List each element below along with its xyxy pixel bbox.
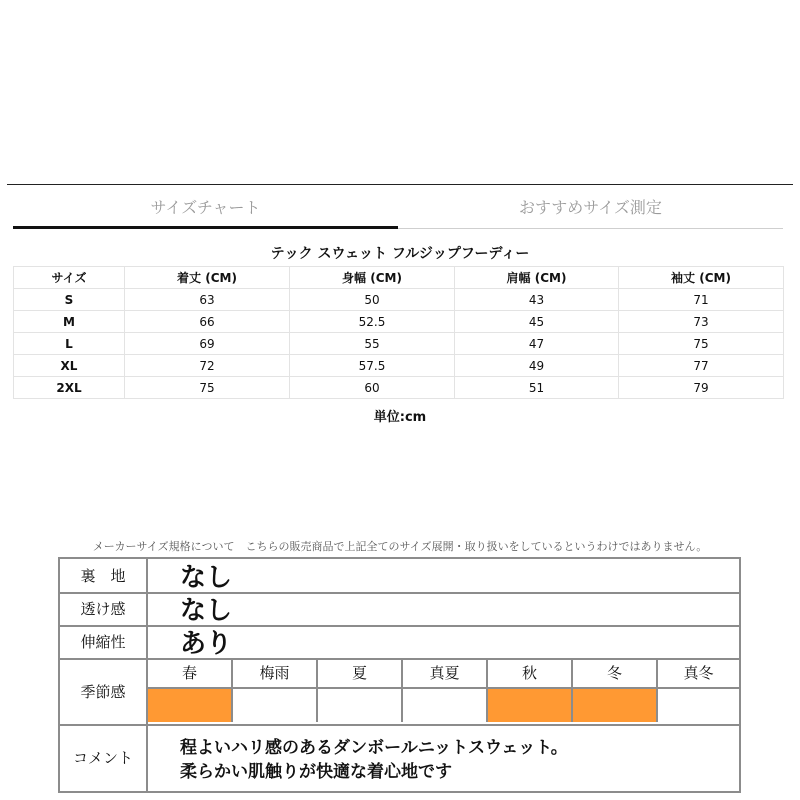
size-width: 52.5 <box>290 311 455 333</box>
season-indicator-midwinter <box>658 689 739 722</box>
size-name: S <box>14 289 125 311</box>
header-size: サイズ <box>14 267 125 289</box>
product-title: テック スウェット フルジップフーディー <box>270 246 530 262</box>
header-shoulder: 肩幅 (CM) <box>455 267 619 289</box>
header-sleeve: 袖丈 (CM) <box>619 267 784 289</box>
header-width: 身幅 (CM) <box>290 267 455 289</box>
season-summer: 夏 <box>318 658 403 689</box>
size-sleeve: 75 <box>619 333 784 355</box>
season-label: 季節感 <box>60 658 148 724</box>
table-row <box>14 377 784 399</box>
size-shoulder: 43 <box>455 289 619 311</box>
season-indicator-midsummer <box>403 689 488 722</box>
sheer-value: なし <box>180 596 233 626</box>
season-autumn: 秋 <box>488 658 573 689</box>
lining-value: なし <box>180 563 233 593</box>
comment-line-1: 程よいハリ感のあるダンボールニットスウェット。 <box>180 738 568 758</box>
size-name: M <box>14 311 125 333</box>
size-width: 60 <box>290 377 455 399</box>
spec-row-comment <box>60 724 739 791</box>
season-indicator-summer <box>318 689 403 722</box>
size-length: 63 <box>125 289 290 311</box>
season-midsummer: 真夏 <box>403 658 488 689</box>
spec-row-lining <box>60 559 739 594</box>
season-indicator-winter <box>573 689 658 722</box>
size-length: 72 <box>125 355 290 377</box>
table-row <box>14 311 784 333</box>
size-length: 66 <box>125 311 290 333</box>
season-grid <box>148 658 739 724</box>
size-sleeve: 71 <box>619 289 784 311</box>
size-table <box>13 266 784 399</box>
size-sleeve: 73 <box>619 311 784 333</box>
season-spring: 春 <box>148 658 233 689</box>
size-length: 69 <box>125 333 290 355</box>
comment-line-2: 柔らかい肌触りが快適な着心地です <box>180 762 452 782</box>
size-width: 57.5 <box>290 355 455 377</box>
spec-row-season <box>60 658 739 726</box>
size-shoulder: 51 <box>455 377 619 399</box>
season-rainy: 梅雨 <box>233 658 318 689</box>
spec-row-stretch <box>60 625 739 660</box>
season-winter: 冬 <box>573 658 658 689</box>
spec-table <box>58 557 741 793</box>
season-midwinter: 真冬 <box>658 658 739 689</box>
size-shoulder: 49 <box>455 355 619 377</box>
size-length: 75 <box>125 377 290 399</box>
table-row <box>14 355 784 377</box>
size-name: XL <box>14 355 125 377</box>
maker-size-note: メーカーサイズ規格について こちらの販売商品で上記全てのサイズ展開・取り扱いをしているというわけではありません。 <box>92 540 708 553</box>
table-row <box>14 289 784 311</box>
stretch-value: あり <box>180 629 233 659</box>
comment-text <box>180 736 568 784</box>
size-width: 50 <box>290 289 455 311</box>
spec-row-sheer <box>60 592 739 627</box>
size-sleeve: 79 <box>619 377 784 399</box>
size-width: 55 <box>290 333 455 355</box>
tab-size-chart[interactable]: サイズチャート <box>13 196 398 229</box>
header-length: 着丈 (CM) <box>125 267 290 289</box>
stretch-label: 伸縮性 <box>60 625 148 658</box>
size-table-header <box>14 267 784 289</box>
size-shoulder: 47 <box>455 333 619 355</box>
season-indicator-rainy <box>233 689 318 722</box>
table-row <box>14 333 784 355</box>
top-divider <box>7 184 793 185</box>
size-name: 2XL <box>14 377 125 399</box>
size-shoulder: 45 <box>455 311 619 333</box>
size-sleeve: 77 <box>619 355 784 377</box>
season-indicator-spring <box>148 689 233 722</box>
lining-label: 裏 地 <box>60 559 148 592</box>
season-indicator-autumn <box>488 689 573 722</box>
tab-size-measure[interactable]: おすすめサイズ測定 <box>398 196 783 229</box>
comment-label: コメント <box>60 724 148 791</box>
sheer-label: 透け感 <box>60 592 148 625</box>
size-tabs <box>13 196 783 228</box>
size-name: L <box>14 333 125 355</box>
unit-label: 単位:cm <box>373 410 427 425</box>
